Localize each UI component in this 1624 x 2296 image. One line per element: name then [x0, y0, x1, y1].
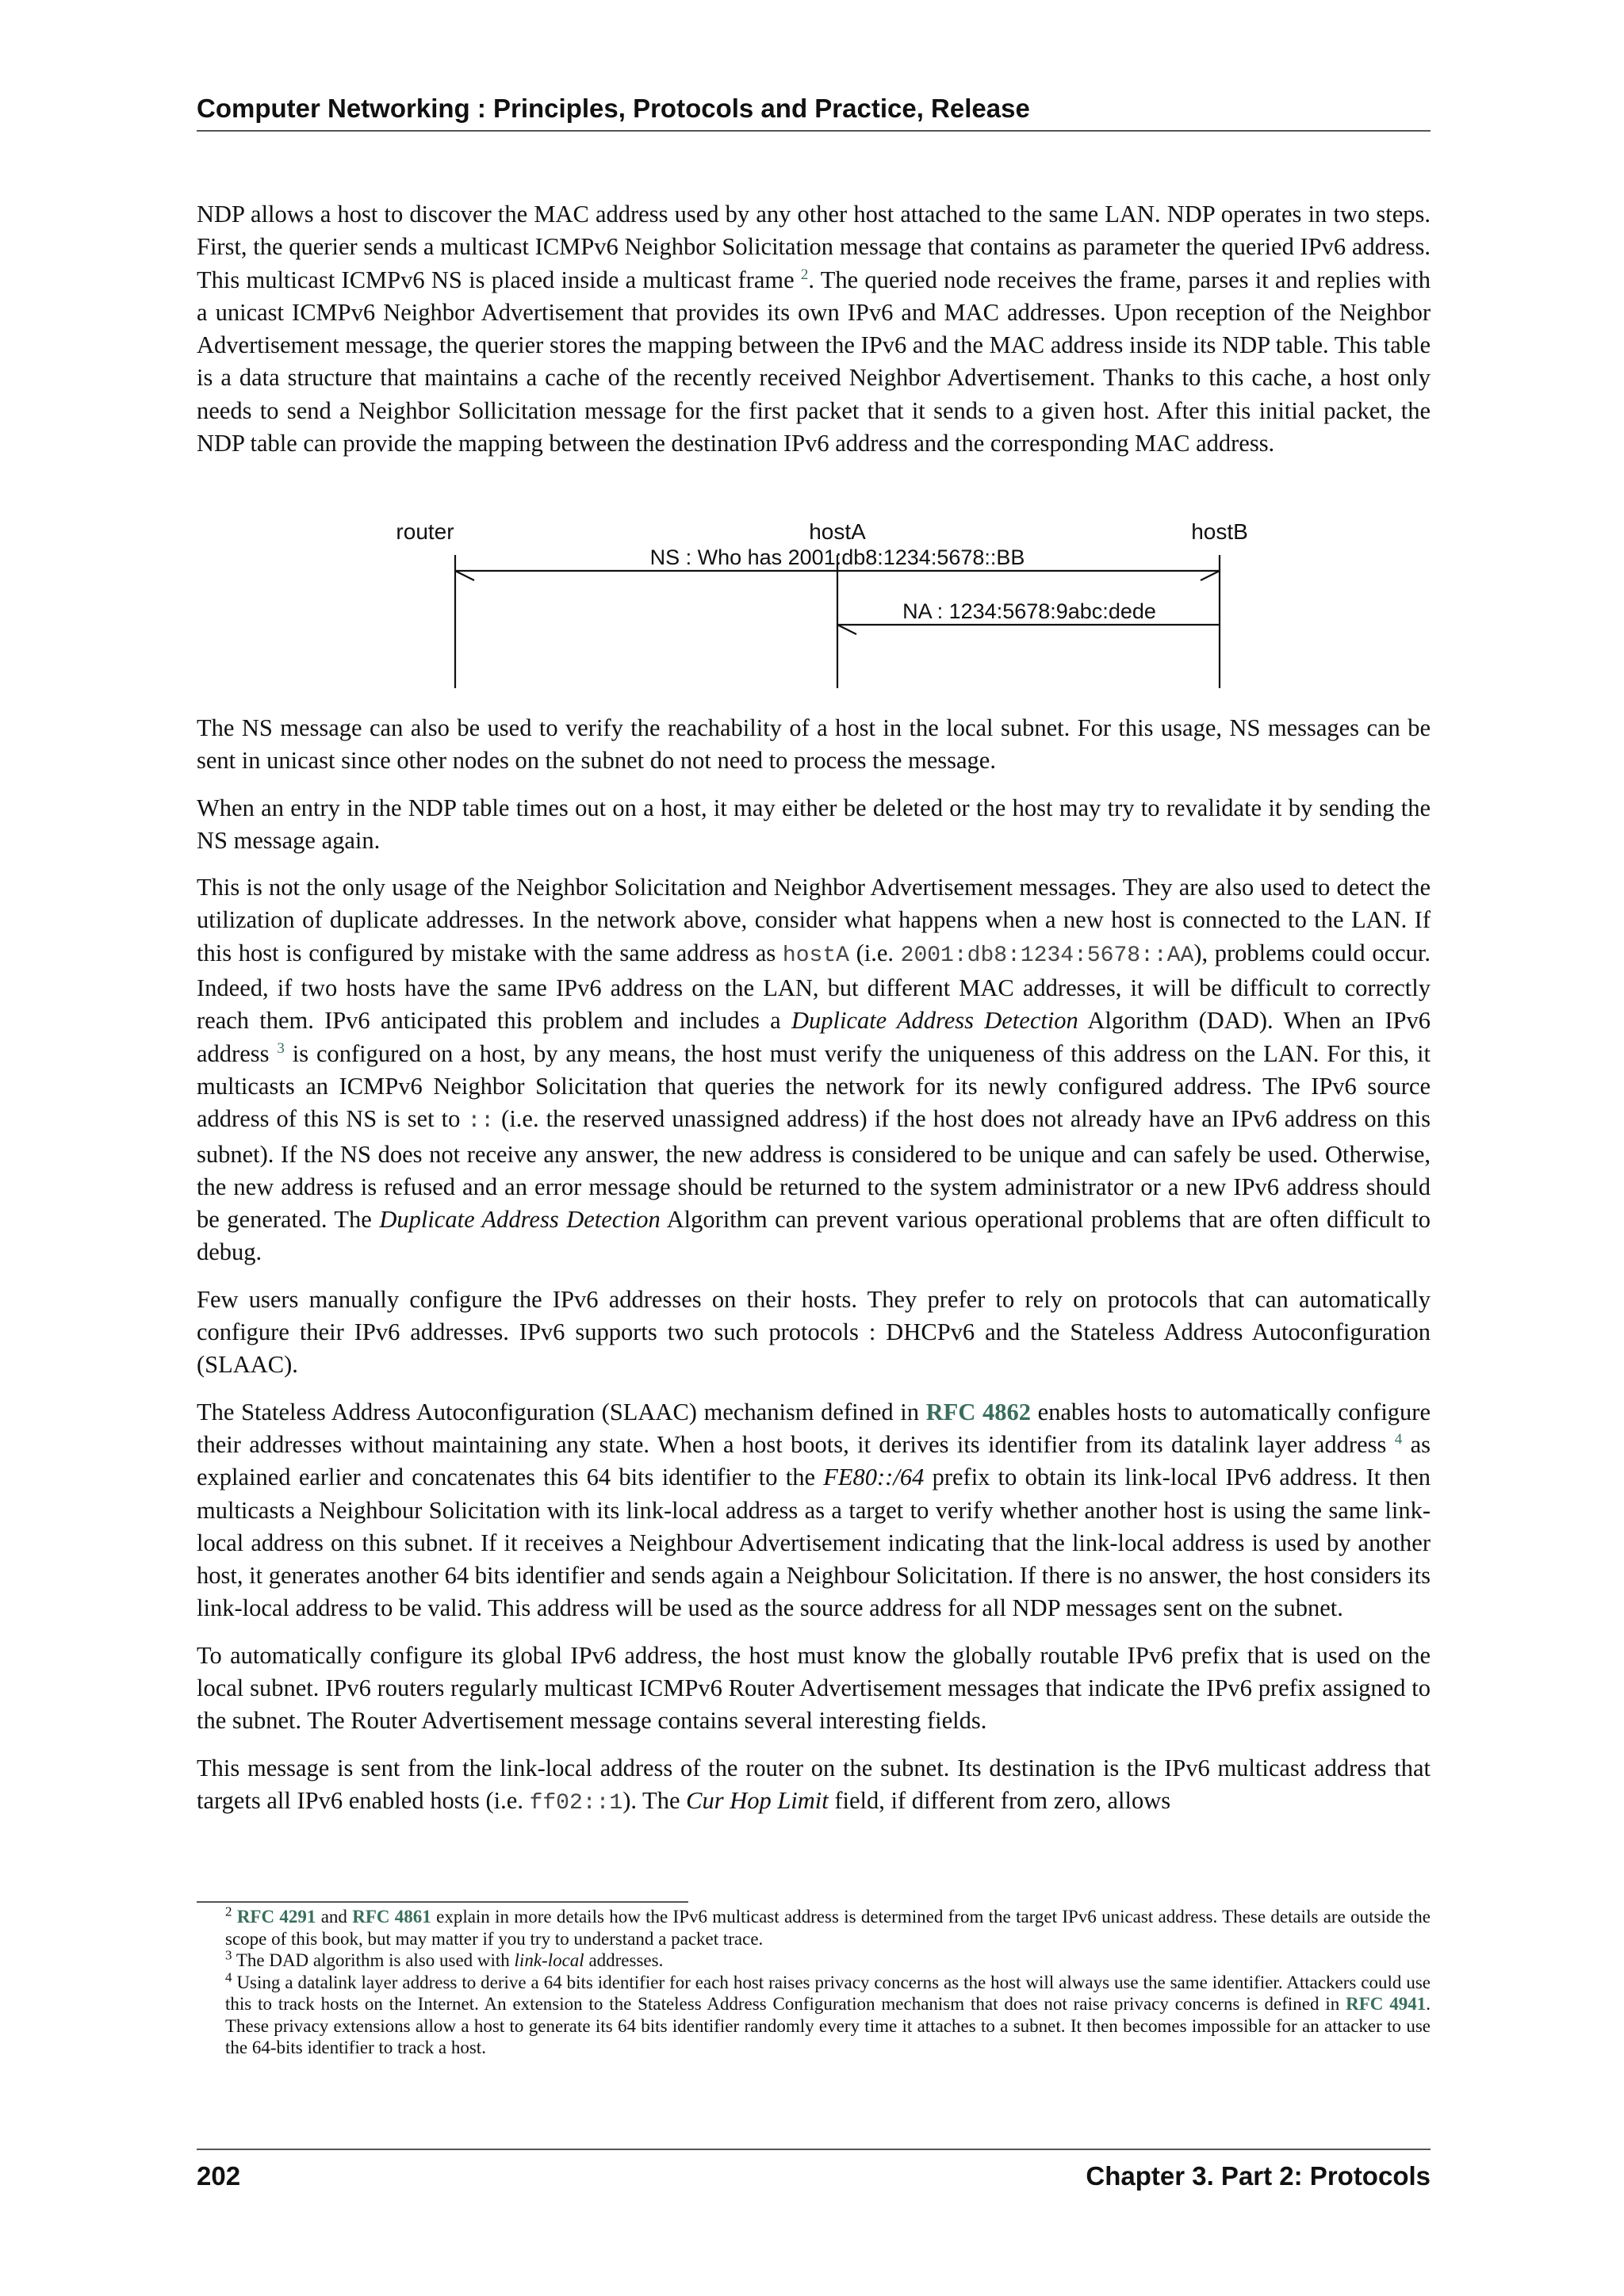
diagram-node-hostA: hostA: [809, 519, 866, 544]
paragraph-dad: This is not the only usage of the Neighbor Solicitation and Neighbor Advertisement messages. They are also used to detect the utilization of duplicate addresses. In the network above, consider what happens when a new host is connected to the LAN. If this host is configured by mistake with the same address as hostA (i.e. 2001:db8:1234:5678::AA), problems could occur. Indeed, if two hosts have the same IPv6 address on the LAN, but different MAC addresses, it will be difficult to correctly reach them. IPv6 anticipated this problem and includes a Duplicate Address Detection Algorithm (DAD). When an IPv6 address $^3$ is configured on a host, by any means, the host must verify the uniqueness of this address on the LAN. For this, it multicasts an ICMPv6 Neighbor Solicitation that queries the network for its newly configured address. The IPv6 source address of this NS is set to :: (i.e. the reserved unassigned address) if the host does not already have an IPv6 address on this subnet). If the NS does not receive any answer, the new address is considered to be unique and can safely be used. Otherwise, the new address is refused and an error message should be returned to the system administrator or a new IPv6 address should be generated. The Duplicate Address Detection Algorithm can prevent various operational problems that are often difficult to debug.: [197, 874, 1431, 1266]
footnote-2: $^2$ RFC 4291 and RFC 4861 explain in more details how the IPv6 multicast address is determined from the target IPv6 unicast address. These details are outside the scope of this book, but may matter if you try to understand a packet trace.: [225, 1904, 1431, 1949]
paragraph-router-advertisement: This message is sent from the link-local address of the router on the subnet. Its destination is the IPv6 multicast address that targets all IPv6 enabled hosts (i.e. ff02::1). The Cur Hop Limit field, if different from zero, allows: [197, 1754, 1431, 1816]
footnote-divider: [197, 1901, 688, 1903]
header-title: Computer Networking : Principles, Protocols and Practice, Release: [197, 94, 1030, 123]
paragraph-ndp-timeout: When an entry in the NDP table times out on a host, it may either be deleted or the host may try to revalidate it by sending the NS message again.: [197, 794, 1431, 854]
paragraph-slaac: The Stateless Address Autoconfiguration (SLAAC) mechanism defined in RFC 4862 enables hosts to automatically configure their addresses without maintaining any state. When a host boots, it derives its identifier from its datalink layer address $^4$ as explained earlier and concatenates this 64 bits identifier to the FE80::/64 prefix to obtain its link-local IPv6 address. It then multicasts a Neighbour Solicitation with its link-local address as a target to verify whether another host is using the same link-local address on this subnet. If it receives a Neighbour Advertisement indicating that the link-local address is used by another host, it generates another 64 bits identifier and sends again a Neighbour Solicitation. If there is no answer, the host considers its link-local address to be valid. This address will be used as the source address for all NDP messages sent on the subnet.: [197, 1398, 1431, 1622]
paragraph-ndp-intro: NDP allows a host to discover the MAC address used by any other host attached to the same LAN. NDP operates in two steps. First, the querier sends a multicast ICMPv6 Neighbor Solicitation message that contains as parameter the queried IPv6 address. This multicast ICMPv6 NS is placed inside a multicast frame $^2$. The queried node receives the frame, parses it and replies with a unicast ICMPv6 Neighbor Advertisement that provides its own IPv6 and MAC addresses. Upon reception of the Neighbor Advertisement message, the querier stores the mapping between the IPv6 and the MAC address inside its NDP table. This table is a data structure that maintains a cache of the recently received Neighbor Advertisement. Thanks to this cache, a host only needs to send a Neighbor Sollicitation message for the first packet that it sends to a given host. After this initial packet, the NDP table can provide the mapping between the destination IPv6 address and the corresponding MAC address.: [197, 201, 1431, 457]
rfc-4861-link[interactable]: RFC 4861: [352, 1907, 431, 1927]
footnote-ref-4[interactable]: 4: [1394, 1430, 1403, 1448]
code-all-nodes-multicast: ff02::1: [529, 1790, 623, 1816]
rfc-4862-link[interactable]: RFC 4862: [925, 1398, 1031, 1425]
footnote-3: $^3$ The DAD algorithm is also used with link-local addresses.: [225, 1947, 664, 1970]
rfc-4291-link[interactable]: RFC 4291: [236, 1907, 316, 1927]
footnote-ref-2[interactable]: 2: [800, 266, 809, 283]
intro-section: [197, 198, 1431, 474]
page-number: 202: [197, 2161, 241, 2191]
rfc-4941-link[interactable]: RFC 4941: [1346, 1994, 1427, 2014]
diagram-node-hostB: hostB: [1191, 519, 1248, 544]
ns-message-label: NS : Who has 2001:db8:1234:5678::BB: [649, 545, 1025, 569]
code-hostA-address: 2001:db8:1234:5678::AA: [900, 943, 1194, 968]
ns-arrowhead-hostB: [1201, 571, 1220, 580]
na-message-label: NA : 1234:5678:9abc:dede: [902, 599, 1156, 623]
ns-arrowhead-router: [455, 571, 474, 580]
paragraph-global-address: To automatically configure its global IPv6 address, the host must know the globally routable IPv6 prefix that is used on the local subnet. IPv6 routers regularly multicast ICMPv6 Router Advertisement messages that indicate the IPv6 prefix assigned to the subnet. The Router Advertisement message contains several interesting fields.: [197, 1641, 1431, 1735]
running-footer: [197, 2149, 1431, 2198]
running-header: [197, 89, 1431, 132]
paragraph-ns-reachability: The NS message can also be used to verify the reachability of a host in the local subnet. For this usage, NS messages can be sent in unicast since other nodes on the subnet do not need to process the message.: [197, 714, 1431, 775]
footnote-4: $^4$ Using a datalink layer address to derive a 64 bits identifier for each host raises privacy concerns as the host will always use the same identifier. Attackers could use this to track hosts on the Internet. An extension to the Stateless Address Configuration mechanism that does not raise privacy concerns is defined in RFC 4941. These privacy extensions allow a host to generate its 64 bits identifier randomly every time it attaches to a subnet. It then becomes impossible for an attacker to use the 64-bits identifier to track a host.: [225, 1969, 1431, 2057]
ndp-sequence-diagram: [197, 515, 1431, 698]
footnote-ref-3[interactable]: 3: [277, 1039, 285, 1057]
diagram-node-router: router: [396, 519, 454, 544]
code-unspecified-address: ::: [467, 1109, 495, 1135]
na-arrowhead-hostA: [837, 625, 856, 634]
body-section: [197, 712, 1431, 1834]
code-hostA: hostA: [782, 943, 849, 968]
paragraph-autoconfig: Few users manually configure the IPv6 addresses on their hosts. They prefer to rely on protocols that can automatically configure their IPv6 addresses. IPv6 supports two such protocols : DHCPv6 and the Stateless Address Autoconfiguration (SLAAC).: [197, 1285, 1431, 1379]
chapter-title: Chapter 3. Part 2: Protocols: [1086, 2161, 1431, 2191]
footnotes: [197, 1906, 1431, 2059]
